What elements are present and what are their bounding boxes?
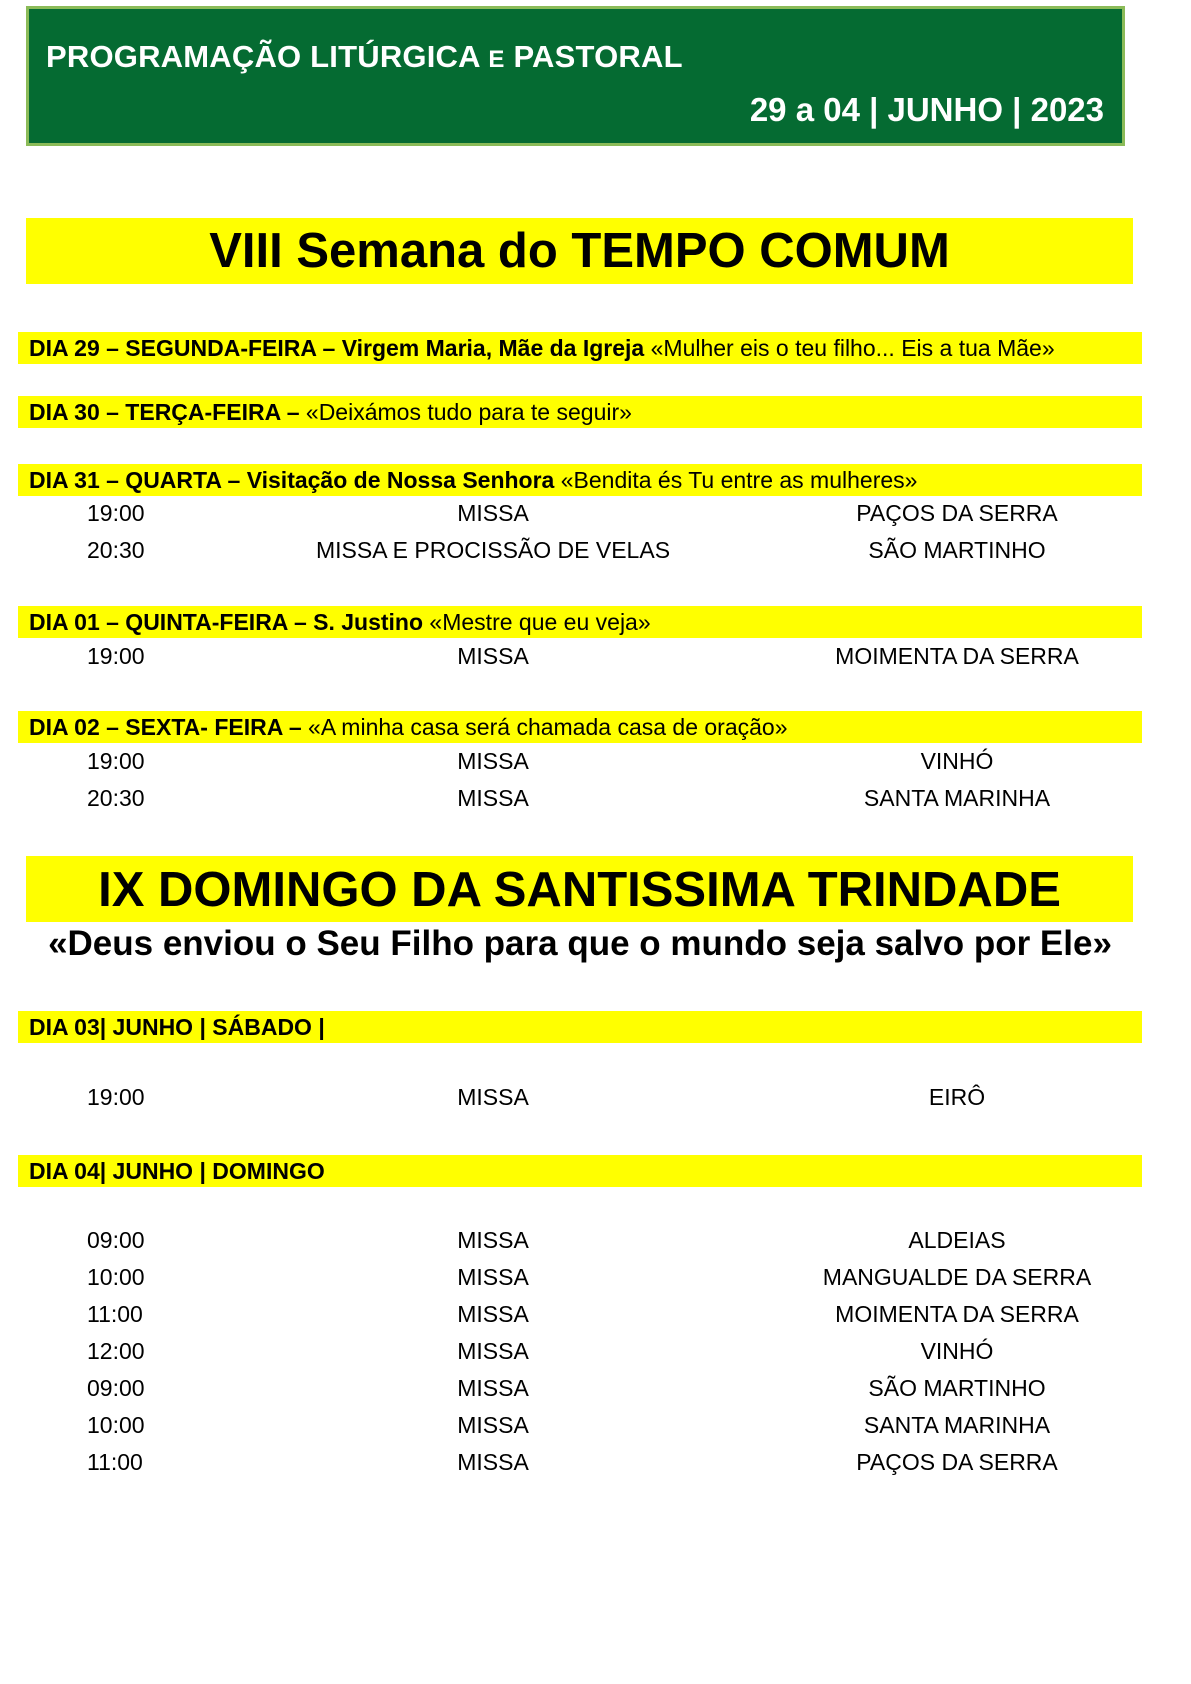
schedule-row: 19:00 MISSA MOIMENTA DA SERRA bbox=[0, 638, 1191, 674]
title-connector: E bbox=[488, 46, 505, 73]
schedule-row: 10:00 MISSA SANTA MARINHA bbox=[0, 1407, 1191, 1443]
title-part-1: PROGRAMAÇÃO LITÚRGICA bbox=[46, 39, 480, 74]
schedule-row: 09:00 MISSA ALDEIAS bbox=[0, 1222, 1191, 1258]
title-part-2: PASTORAL bbox=[513, 39, 683, 74]
day-header-label: DIA 30 – TERÇA-FEIRA – bbox=[29, 399, 300, 425]
day-header bbox=[18, 396, 1142, 428]
event-time: 10:00 bbox=[87, 1264, 145, 1290]
day-header-quote: «Bendita és Tu entre as mulheres» bbox=[554, 467, 918, 493]
day-header-label: DIA 02 – SEXTA- FEIRA – bbox=[29, 714, 302, 740]
day-header-quote: «A minha casa será chamada casa de oração» bbox=[301, 714, 788, 740]
schedule-row: 19:00 MISSA VINHÓ bbox=[0, 743, 1191, 779]
schedule-row: 19:00 MISSA EIRÔ bbox=[0, 1079, 1191, 1115]
day-header-label: DIA 29 – SEGUNDA-FEIRA – Virgem Maria, Mãe da Igreja bbox=[29, 335, 645, 361]
event-time: 10:00 bbox=[87, 1412, 145, 1438]
day-header bbox=[18, 464, 1142, 496]
event-time: 19:00 bbox=[87, 1084, 145, 1110]
day-header bbox=[18, 1155, 1142, 1187]
event-time: 20:30 bbox=[87, 785, 145, 811]
day-header bbox=[18, 711, 1142, 743]
header-box bbox=[26, 6, 1125, 146]
schedule-row: 11:00 MISSA PAÇOS DA SERRA bbox=[0, 1444, 1191, 1480]
day-header-quote: «Deixámos tudo para te seguir» bbox=[299, 399, 632, 425]
event-time: 11:00 bbox=[87, 1301, 143, 1327]
day-header-quote: «Mulher eis o teu filho... Eis a tua Mãe» bbox=[644, 335, 1055, 361]
event-time: 19:00 bbox=[87, 748, 145, 774]
event-time: 11:00 bbox=[87, 1449, 143, 1475]
schedule-row: 20:30 MISSA SANTA MARINHA bbox=[0, 780, 1191, 816]
event-time: 19:00 bbox=[87, 643, 145, 669]
document-title bbox=[46, 39, 683, 75]
event-time: 09:00 bbox=[87, 1227, 145, 1253]
day-header bbox=[18, 332, 1142, 364]
event-time: 12:00 bbox=[87, 1338, 145, 1364]
schedule-row: 11:00 MISSA MOIMENTA DA SERRA bbox=[0, 1296, 1191, 1332]
sunday-quote: «Deus enviou o Seu Filho para que o mundo seja salvo por Ele» bbox=[48, 924, 1112, 963]
sunday-title-banner: IX DOMINGO DA SANTISSIMA TRINDADE bbox=[26, 856, 1133, 922]
day-header bbox=[18, 606, 1142, 638]
event-time: 09:00 bbox=[87, 1375, 145, 1401]
schedule-row: 19:00 MISSA PAÇOS DA SERRA bbox=[0, 495, 1191, 531]
week-title-banner: VIII Semana do TEMPO COMUM bbox=[26, 218, 1133, 284]
schedule-row: 10:00 MISSA MANGUALDE DA SERRA bbox=[0, 1259, 1191, 1295]
day-header bbox=[18, 1011, 1142, 1043]
event-time: 20:30 bbox=[87, 537, 145, 563]
schedule-row: 09:00 MISSA SÃO MARTINHO bbox=[0, 1370, 1191, 1406]
day-header-label: DIA 03| JUNHO | SÁBADO | bbox=[29, 1014, 325, 1040]
schedule-row: 20:30 MISSA E PROCISSÃO DE VELAS SÃO MARTINHO bbox=[0, 532, 1191, 568]
day-header-label: DIA 01 – QUINTA-FEIRA – S. Justino bbox=[29, 609, 424, 635]
day-header-label: DIA 31 – QUARTA – Visitação de Nossa Senhora bbox=[29, 467, 555, 493]
event-time: 19:00 bbox=[87, 500, 145, 526]
date-range: 29 a 04 | JUNHO | 2023 bbox=[749, 91, 1104, 128]
schedule-row: 12:00 MISSA VINHÓ bbox=[0, 1333, 1191, 1369]
day-header-quote: «Mestre que eu veja» bbox=[423, 609, 651, 635]
day-header-label: DIA 04| JUNHO | DOMINGO bbox=[29, 1158, 325, 1184]
